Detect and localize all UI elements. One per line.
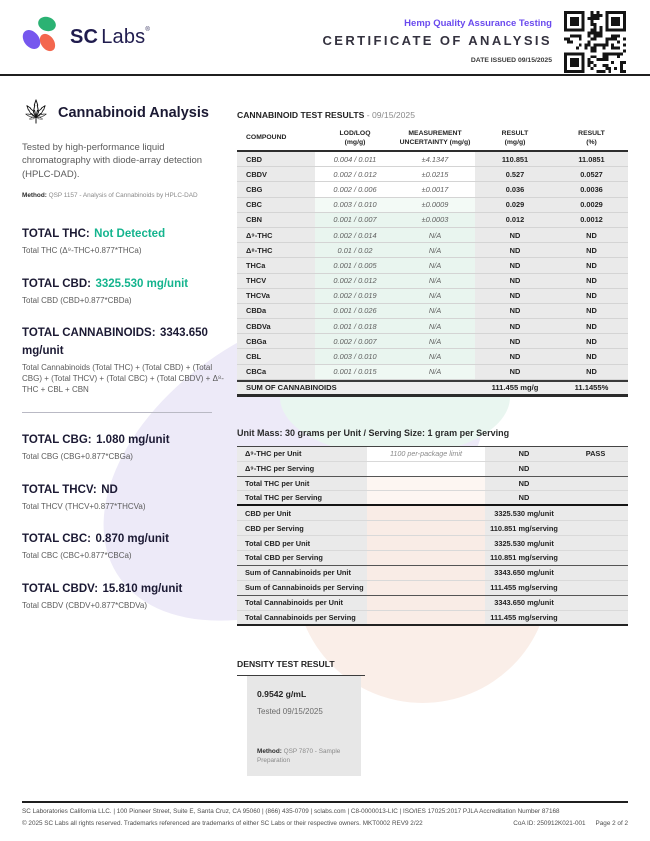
unit-row-result: ND [485, 462, 563, 476]
total-label: TOTAL CBG: [22, 433, 92, 446]
coa-id: CoA ID: 250912K021-001 [513, 820, 586, 827]
uncertainty-cell: N/A [395, 243, 475, 257]
unit-row-limit: 1100 per-package limit [367, 447, 485, 461]
result-mg-cell: ND [475, 365, 555, 379]
result-mg-cell: 110.851 [475, 152, 555, 166]
result-mg-cell: ND [475, 334, 555, 348]
table-row [237, 198, 628, 213]
unit-row-result: 3343.650 mg/unit [485, 596, 563, 610]
table-row [237, 477, 628, 492]
cannabinoid-results-table [237, 127, 628, 397]
unit-row-limit [367, 581, 485, 595]
table-row [237, 566, 628, 581]
unit-row-label: Total Cannabinoids per Serving [237, 611, 367, 624]
unit-row-status [563, 566, 628, 580]
section-title: Cannabinoid Analysis [58, 105, 209, 121]
compound-cell: CBDVa [237, 319, 315, 333]
unit-row-status [563, 521, 628, 535]
lod-loq-cell: 0.002 / 0.019 [315, 289, 395, 303]
compound-cell: CBD [237, 152, 315, 166]
compound-cell: CBC [237, 198, 315, 212]
column-header: MEASUREMENT UNCERTAINTY (mg/g) [399, 130, 471, 146]
result-pct-cell: ND [555, 319, 628, 333]
unit-row-limit [367, 477, 485, 491]
unit-row-limit [367, 506, 485, 520]
result-mg-cell: ND [475, 319, 555, 333]
unit-row-status [563, 477, 628, 491]
lod-loq-cell: 0.002 / 0.014 [315, 228, 395, 242]
unit-row-label: Total CBD per Serving [237, 551, 367, 565]
table-row [237, 167, 628, 182]
column-header: LOD/LOQ (mg/g) [339, 130, 371, 146]
total-label: TOTAL CANNABINOIDS: [22, 327, 156, 340]
unit-row-label: Total Cannabinoids per Unit [237, 596, 367, 610]
result-mg-cell: ND [475, 243, 555, 257]
sclabs-logo-icon [24, 16, 62, 58]
date-issued: DATE ISSUED 09/15/2025 [470, 57, 552, 64]
unit-row-limit [367, 491, 485, 504]
result-pct-cell: 0.0036 [555, 182, 628, 196]
result-pct-cell: ND [555, 258, 628, 272]
method-description: Tested by high-performance liquid chromatography with diode-array detection (HPLC-DAD). [22, 142, 203, 180]
total-formula: Total CBC (CBC+0.877*CBCa) [22, 551, 132, 561]
result-pct-cell: ND [555, 228, 628, 242]
table-row [237, 349, 628, 364]
result-mg-cell: ND [475, 274, 555, 288]
sum-pct: 11.1455% [574, 383, 609, 393]
results-panel [237, 110, 628, 776]
density-result-box [247, 676, 361, 776]
table-row [237, 447, 628, 462]
total-formula: Total Cannabinoids (Total THC) + (Total CBD) + (Total CBG) + (Total THCV) + (Total CBC) + (Total CBDV) + Δ⁸-THC + CBL + CBN [22, 363, 224, 395]
results-table-title: CANNABINOID TEST RESULTS - 09/15/2025 [237, 110, 415, 120]
uncertainty-cell: ±0.0003 [395, 213, 475, 227]
qr-code-icon [564, 11, 626, 73]
column-header: RESULT (%) [578, 130, 605, 146]
copyright-line: © 2025 SC Labs all rights reserved. Trademarks referenced are trademarks of either SC Labs or their respective owners. MKT0002 REV9 2/22 [22, 820, 423, 827]
table-row [237, 274, 628, 289]
uncertainty-cell: N/A [395, 334, 475, 348]
footer [22, 801, 628, 827]
lod-loq-cell: 0.002 / 0.006 [315, 182, 395, 196]
total-value: 15.810 mg/unit [102, 583, 183, 596]
compound-cell: Δ⁸-THC [237, 243, 315, 257]
density-method: Method: QSP 7870 - Sample Preparation [257, 748, 341, 764]
result-mg-cell: ND [475, 228, 555, 242]
uncertainty-cell: ±0.0009 [395, 198, 475, 212]
result-pct-cell: ND [555, 243, 628, 257]
total-summary [22, 430, 234, 463]
table-row [237, 536, 628, 551]
unit-row-status [563, 506, 628, 520]
total-value: ND [101, 483, 118, 496]
unit-row-limit [367, 536, 485, 550]
results-table-date: - 09/15/2025 [366, 110, 415, 120]
unit-row-label: Δ⁹-THC per Serving [237, 462, 367, 476]
table-row [237, 289, 628, 304]
results-table-header [237, 127, 628, 152]
table-row [237, 182, 628, 197]
uncertainty-cell: N/A [395, 258, 475, 272]
total-summary [22, 323, 234, 395]
compound-cell: CBCa [237, 365, 315, 379]
unit-mass-title: Unit Mass: 30 grams per Unit / Serving Size: 1 gram per Serving [237, 427, 510, 438]
compound-cell: CBL [237, 349, 315, 363]
unit-mass-table [237, 446, 628, 626]
result-pct-cell: ND [555, 289, 628, 303]
column-header: RESULT (mg/g) [501, 130, 529, 146]
uncertainty-cell: ±4.1347 [395, 152, 475, 166]
result-mg-cell: 0.527 [475, 167, 555, 181]
compound-cell: CBG [237, 182, 315, 196]
table-row [237, 334, 628, 349]
result-mg-cell: ND [475, 289, 555, 303]
unit-row-status [563, 551, 628, 565]
table-row [237, 228, 628, 243]
total-formula: Total CBG (CBG+0.877*CBGa) [22, 451, 133, 461]
compound-cell: CBDa [237, 304, 315, 318]
unit-row-result: ND [485, 447, 563, 461]
unit-row-result: 3343.650 mg/unit [485, 566, 563, 580]
total-value: 0.870 mg/unit [95, 533, 169, 546]
total-formula: Total THC (Δ⁹-THC+0.877*THCa) [22, 245, 142, 255]
total-summary [22, 480, 234, 513]
result-pct-cell: 0.0527 [555, 167, 628, 181]
unit-row-result: ND [485, 477, 563, 491]
unit-row-limit [367, 566, 485, 580]
unit-row-limit [367, 521, 485, 535]
certificate-title: CERTIFICATE OF ANALYSIS [322, 33, 552, 48]
total-label: TOTAL CBC: [22, 533, 91, 546]
table-row [237, 506, 628, 521]
uncertainty-cell: N/A [395, 319, 475, 333]
table-row [237, 491, 628, 506]
table-row [237, 365, 628, 380]
result-mg-cell: ND [475, 349, 555, 363]
lod-loq-cell: 0.002 / 0.012 [315, 167, 395, 181]
result-pct-cell: ND [555, 274, 628, 288]
unit-row-label: Total CBD per Unit [237, 536, 367, 550]
unit-row-status [563, 536, 628, 550]
compound-cell: THCVa [237, 289, 315, 303]
total-summary [22, 529, 234, 562]
unit-row-limit [367, 611, 485, 624]
table-row [237, 596, 628, 611]
unit-row-limit [367, 596, 485, 610]
total-label: TOTAL CBD: [22, 277, 91, 290]
compound-cell: CBN [237, 213, 315, 227]
unit-row-label: Total THC per Unit [237, 477, 367, 491]
result-mg-cell: ND [475, 258, 555, 272]
lod-loq-cell: 0.004 / 0.011 [315, 152, 395, 166]
unit-row-result: 3325.530 mg/unit [485, 536, 563, 550]
sclabs-logo-text: SC Labs® [70, 25, 150, 48]
total-summary [22, 274, 234, 307]
result-pct-cell: 11.0851 [555, 152, 628, 166]
total-label: TOTAL CBDV: [22, 583, 99, 596]
cannabis-leaf-icon [22, 98, 50, 128]
unit-row-limit [367, 551, 485, 565]
result-mg-cell: ND [475, 304, 555, 318]
lod-loq-cell: 0.001 / 0.015 [315, 365, 395, 379]
density-title: DENSITY TEST RESULT [237, 659, 365, 676]
unit-row-label: Total THC per Serving [237, 491, 367, 504]
total-summary [22, 579, 234, 612]
unit-row-status [563, 611, 628, 624]
uncertainty-cell: N/A [395, 365, 475, 379]
compound-cell: THCV [237, 274, 315, 288]
unit-row-status [563, 491, 628, 504]
result-pct-cell: ND [555, 365, 628, 379]
lod-loq-cell: 0.001 / 0.007 [315, 213, 395, 227]
uncertainty-cell: N/A [395, 349, 475, 363]
uncertainty-cell: ±0.0215 [395, 167, 475, 181]
unit-row-label: Δ⁹-THC per Unit [237, 447, 367, 461]
unit-row-result: 111.455 mg/serving [485, 581, 563, 595]
lod-loq-cell: 0.002 / 0.007 [315, 334, 395, 348]
table-row [237, 152, 628, 167]
page-number: Page 2 of 2 [595, 820, 628, 827]
table-row [237, 243, 628, 258]
lod-loq-cell: 0.003 / 0.010 [315, 198, 395, 212]
cannabinoid-analysis-panel [22, 98, 234, 612]
unit-row-label: Sum of Cannabinoids per Serving [237, 581, 367, 595]
density-tested-date: Tested 09/15/2025 [257, 706, 323, 716]
compound-cell: THCa [237, 258, 315, 272]
table-row [237, 462, 628, 477]
uncertainty-cell: N/A [395, 304, 475, 318]
uncertainty-cell: N/A [395, 274, 475, 288]
result-mg-cell: 0.029 [475, 198, 555, 212]
method-reference: Method: QSP 1157 - Analysis of Cannabinoids by HPLC-DAD [22, 191, 198, 199]
uncertainty-cell: ±0.0017 [395, 182, 475, 196]
total-value: 1.080 mg/unit [96, 433, 170, 446]
total-summary [22, 224, 234, 257]
table-row [237, 551, 628, 566]
result-pct-cell: ND [555, 304, 628, 318]
table-row [237, 258, 628, 273]
unit-row-result: ND [485, 491, 563, 504]
lod-loq-cell: 0.01 / 0.02 [315, 243, 395, 257]
unit-row-result: 111.455 mg/serving [485, 611, 563, 624]
table-row [237, 521, 628, 536]
total-value: 3325.530 mg/unit [95, 277, 189, 290]
total-formula: Total CBDV (CBDV+0.877*CBDVa) [22, 601, 148, 611]
lod-loq-cell: 0.003 / 0.010 [315, 349, 395, 363]
uncertainty-cell: N/A [395, 289, 475, 303]
table-row [237, 611, 628, 626]
total-value: 3343.650 mg/unit [22, 327, 208, 358]
lod-loq-cell: 0.001 / 0.005 [315, 258, 395, 272]
lod-loq-cell: 0.002 / 0.012 [315, 274, 395, 288]
compound-cell: Δ⁹-THC [237, 228, 315, 242]
total-formula: Total THCV (THCV+0.877*THCVa) [22, 501, 146, 511]
unit-row-label: CBD per Unit [237, 506, 367, 520]
divider [22, 412, 212, 413]
sclabs-logo [24, 16, 150, 58]
program-title: Hemp Quality Assurance Testing [404, 18, 552, 29]
column-header: COMPOUND [246, 134, 287, 142]
uncertainty-cell: N/A [395, 228, 475, 242]
result-mg-cell: 0.012 [475, 213, 555, 227]
unit-row-status: PASS [563, 447, 628, 461]
total-value: Not Detected [94, 227, 166, 240]
unit-row-status [563, 596, 628, 610]
unit-row-result: 110.851 mg/serving [485, 521, 563, 535]
result-pct-cell: ND [555, 334, 628, 348]
unit-row-label: CBD per Serving [237, 521, 367, 535]
header [0, 0, 650, 76]
unit-row-result: 3325.530 mg/unit [485, 506, 563, 520]
table-row [237, 319, 628, 334]
unit-row-label: Sum of Cannabinoids per Unit [237, 566, 367, 580]
compound-cell: CBDV [237, 167, 315, 181]
result-pct-cell: 0.0029 [555, 198, 628, 212]
compound-cell: CBGa [237, 334, 315, 348]
unit-row-result: 110.851 mg/serving [485, 551, 563, 565]
lod-loq-cell: 0.001 / 0.018 [315, 319, 395, 333]
result-mg-cell: 0.036 [475, 182, 555, 196]
unit-row-status [563, 581, 628, 595]
total-label: TOTAL THC: [22, 227, 90, 240]
sum-label: SUM OF CANNABINOIDS [246, 383, 337, 393]
table-row [237, 581, 628, 596]
unit-row-limit [367, 462, 485, 476]
density-value: 0.9542 g/mL [257, 688, 307, 699]
lod-loq-cell: 0.001 / 0.026 [315, 304, 395, 318]
lab-address-line: SC Laboratories California LLC. | 100 Pioneer Street, Suite E, Santa Cruz, CA 95060 | (866) 435-0709 | sclabs.com | C8-0000013-LIC | ISO/IES 17025:2017 PJLA Accreditation Number 87168 [22, 808, 560, 815]
result-pct-cell: 0.0012 [555, 213, 628, 227]
sum-mg: 111.455 mg/g [491, 383, 539, 393]
table-row [237, 304, 628, 319]
result-pct-cell: ND [555, 349, 628, 363]
total-label: TOTAL THCV: [22, 483, 97, 496]
unit-row-status [563, 462, 628, 476]
total-formula: Total CBD (CBD+0.877*CBDa) [22, 295, 132, 305]
sum-row [237, 380, 628, 397]
table-row [237, 213, 628, 228]
